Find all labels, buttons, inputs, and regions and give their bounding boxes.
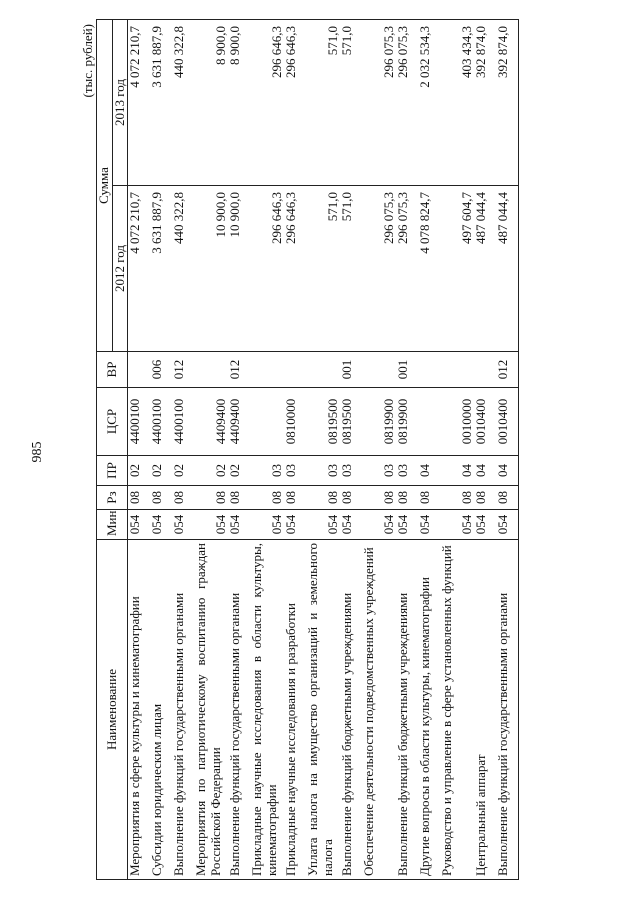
table-row — [284, 20, 306, 880]
row-vr: 012 — [496, 352, 519, 388]
row-sum-2012: 571,0 — [306, 186, 340, 352]
header-rz: Рз — [97, 486, 128, 510]
row-csr: 0819500 — [340, 388, 362, 456]
table-row — [228, 20, 250, 880]
row-csr: 0819500 — [306, 388, 340, 456]
row-sum-2012: 571,0 — [340, 186, 362, 352]
row-name: Прикладные научные исследования и разработки — [284, 540, 306, 880]
row-vr — [474, 352, 496, 388]
row-rz: 08 — [228, 486, 250, 510]
row-sum-2013: 8 900,0 — [228, 20, 250, 186]
row-vr: 001 — [340, 352, 362, 388]
row-sum-2012: 4 078 824,7 — [418, 186, 440, 352]
row-vr — [250, 352, 284, 388]
row-rz: 08 — [150, 486, 172, 510]
row-min: 054 — [128, 510, 151, 540]
table-row — [362, 20, 396, 880]
row-vr — [194, 352, 228, 388]
row-min: 054 — [306, 510, 340, 540]
row-sum-2013: 296 075,3 — [362, 20, 396, 186]
row-pr: 03 — [396, 456, 418, 486]
budget-table — [96, 19, 519, 880]
table-row — [396, 20, 418, 880]
row-pr: 04 — [474, 456, 496, 486]
row-rz: 08 — [496, 486, 519, 510]
row-pr: 02 — [228, 456, 250, 486]
row-pr: 02 — [172, 456, 194, 486]
row-pr: 04 — [496, 456, 519, 486]
row-vr: 006 — [150, 352, 172, 388]
row-vr — [362, 352, 396, 388]
row-rz: 08 — [474, 486, 496, 510]
row-pr: 04 — [440, 456, 474, 486]
header-2013: 2013 год — [112, 20, 128, 186]
row-pr: 03 — [250, 456, 284, 486]
row-name: Субсидии юридическим лицам — [150, 540, 172, 880]
row-min: 054 — [172, 510, 194, 540]
table-body — [128, 20, 519, 880]
row-pr: 02 — [194, 456, 228, 486]
rotated-table-area — [80, 20, 585, 880]
row-sum-2012: 487 044,4 — [496, 186, 519, 352]
row-min: 054 — [340, 510, 362, 540]
row-rz: 08 — [418, 486, 440, 510]
row-name: Прикладные научные исследования в области культуры, кинематографии — [250, 540, 284, 880]
row-sum-2013: 403 434,3 — [440, 20, 474, 186]
row-csr: 0810000 — [284, 388, 306, 456]
row-csr: 0819900 — [362, 388, 396, 456]
header-sum: Сумма — [97, 20, 113, 352]
row-sum-2012: 296 646,3 — [284, 186, 306, 352]
row-name: Уплата налога на имущество организаций и земельного налога — [306, 540, 340, 880]
row-sum-2013: 296 075,3 — [396, 20, 418, 186]
row-csr: 0010400 — [496, 388, 519, 456]
row-vr — [128, 352, 151, 388]
row-name: Выполнение функций государственными органами — [172, 540, 194, 880]
row-sum-2012: 10 900,0 — [194, 186, 228, 352]
table-row — [194, 20, 228, 880]
row-min: 054 — [496, 510, 519, 540]
row-csr — [250, 388, 284, 456]
row-sum-2013: 392 874,0 — [496, 20, 519, 186]
row-sum-2012: 296 646,3 — [250, 186, 284, 352]
row-vr — [440, 352, 474, 388]
row-name: Выполнение функций бюджетными учреждениями — [340, 540, 362, 880]
row-name: Обеспечение деятельности подведомственных учреждений — [362, 540, 396, 880]
row-csr: 4409400 — [194, 388, 228, 456]
row-sum-2012: 4 072 210,7 — [128, 186, 151, 352]
table-row — [440, 20, 474, 880]
row-pr: 03 — [362, 456, 396, 486]
row-csr: 4409400 — [228, 388, 250, 456]
table-row — [418, 20, 440, 880]
row-min: 054 — [194, 510, 228, 540]
row-rz: 08 — [440, 486, 474, 510]
row-name: Центральный аппарат — [474, 540, 496, 880]
table-row — [128, 20, 151, 880]
row-name: Выполнение функций государственными органами — [228, 540, 250, 880]
row-rz: 08 — [362, 486, 396, 510]
row-min: 054 — [474, 510, 496, 540]
row-csr: 0010000 — [440, 388, 474, 456]
row-name: Мероприятия по патриотическому воспитанию граждан Российской Федерации — [194, 540, 228, 880]
row-sum-2013: 440 322,8 — [172, 20, 194, 186]
row-pr: 04 — [418, 456, 440, 486]
row-sum-2012: 487 044,4 — [474, 186, 496, 352]
row-pr: 03 — [306, 456, 340, 486]
row-sum-2013: 571,0 — [306, 20, 340, 186]
row-sum-2012: 296 075,3 — [396, 186, 418, 352]
row-min: 054 — [440, 510, 474, 540]
page-number: 985 — [30, 441, 45, 463]
header-min: Мин — [97, 510, 128, 540]
row-name: Другие вопросы в области культуры, кинематографии — [418, 540, 440, 880]
table-row — [150, 20, 172, 880]
row-name: Выполнение функций государственными органами — [496, 540, 519, 880]
table-row — [172, 20, 194, 880]
row-min: 054 — [250, 510, 284, 540]
row-min: 054 — [396, 510, 418, 540]
row-sum-2013: 2 032 534,3 — [418, 20, 440, 186]
table-row — [474, 20, 496, 880]
row-name: Выполнение функций бюджетными учреждениями — [396, 540, 418, 880]
header-pr: ПР — [97, 456, 128, 486]
table-row — [340, 20, 362, 880]
row-min: 054 — [150, 510, 172, 540]
row-sum-2013: 4 072 210,7 — [128, 20, 151, 186]
table-header — [97, 20, 128, 880]
table-row — [250, 20, 284, 880]
row-csr: 4400100 — [172, 388, 194, 456]
row-min: 054 — [228, 510, 250, 540]
row-sum-2013: 3 631 887,9 — [150, 20, 172, 186]
row-min: 054 — [418, 510, 440, 540]
row-vr — [418, 352, 440, 388]
row-sum-2012: 10 900,0 — [228, 186, 250, 352]
row-csr: 0010400 — [474, 388, 496, 456]
table-row — [306, 20, 340, 880]
row-vr: 001 — [396, 352, 418, 388]
row-sum-2012: 497 604,7 — [440, 186, 474, 352]
header-2012: 2012 год — [112, 186, 128, 352]
row-name: Руководство и управление в сфере установленных функций — [440, 540, 474, 880]
row-sum-2012: 440 322,8 — [172, 186, 194, 352]
row-vr — [306, 352, 340, 388]
row-rz: 08 — [172, 486, 194, 510]
row-rz: 08 — [250, 486, 284, 510]
row-name: Мероприятия в сфере культуры и кинематографии — [128, 540, 151, 880]
header-vr: ВР — [97, 352, 128, 388]
row-sum-2013: 8 900,0 — [194, 20, 228, 186]
row-rz: 08 — [284, 486, 306, 510]
row-min: 054 — [284, 510, 306, 540]
row-rz: 08 — [306, 486, 340, 510]
row-rz: 08 — [340, 486, 362, 510]
row-pr: 02 — [150, 456, 172, 486]
row-sum-2013: 392 874,0 — [474, 20, 496, 186]
header-name: Наименование — [97, 540, 128, 880]
row-pr: 02 — [128, 456, 151, 486]
row-pr: 03 — [340, 456, 362, 486]
row-sum-2013: 296 646,3 — [284, 20, 306, 186]
row-csr: 0819900 — [396, 388, 418, 456]
unit-note: (тыс. рублей) — [80, 24, 95, 98]
row-sum-2012: 296 075,3 — [362, 186, 396, 352]
row-sum-2013: 571,0 — [340, 20, 362, 186]
row-csr: 4400100 — [150, 388, 172, 456]
row-rz: 08 — [128, 486, 151, 510]
row-vr — [284, 352, 306, 388]
row-vr: 012 — [228, 352, 250, 388]
header-csr: ЦСР — [97, 388, 128, 456]
row-rz: 08 — [194, 486, 228, 510]
row-pr: 03 — [284, 456, 306, 486]
row-min: 054 — [362, 510, 396, 540]
row-csr — [418, 388, 440, 456]
row-sum-2013: 296 646,3 — [250, 20, 284, 186]
row-vr: 012 — [172, 352, 194, 388]
row-sum-2012: 3 631 887,9 — [150, 186, 172, 352]
row-rz: 08 — [396, 486, 418, 510]
row-csr: 4400100 — [128, 388, 151, 456]
table-row — [496, 20, 519, 880]
